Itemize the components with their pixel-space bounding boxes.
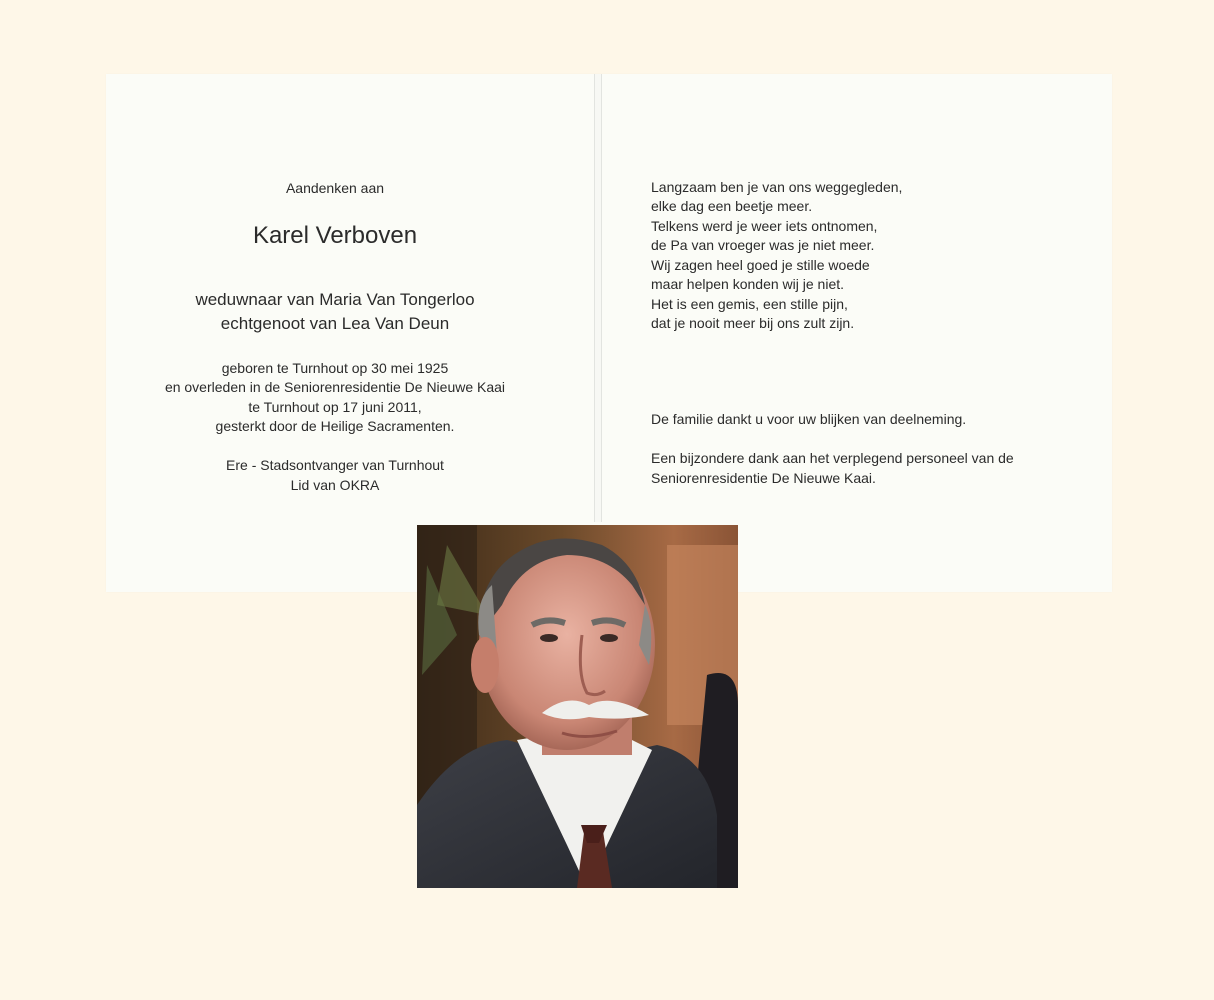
thanks-line: Een bijzondere dank aan het verplegend personeel van de <box>651 450 1014 466</box>
poem-line: dat je nooit meer bij ons zult zijn. <box>651 315 855 331</box>
portrait-photo <box>417 525 738 888</box>
poem-line: Het is een gemis, een stille pijn, <box>651 296 848 312</box>
bio-line: gesterkt door de Heilige Sacramenten. <box>215 418 455 434</box>
poem-line: de Pa van vroeger was je niet meer. <box>651 237 875 253</box>
thanks-line: Seniorenresidentie De Nieuwe Kaai. <box>651 470 876 486</box>
poem-line: Langzaam ben je van ons weggegleden, <box>651 179 903 195</box>
poem-line: Telkens werd je weer iets ontnomen, <box>651 218 878 234</box>
role-line: Lid van OKRA <box>290 477 380 493</box>
bio-line: te Turnhout op 17 juni 2011, <box>248 399 422 415</box>
bio-line: geboren te Turnhout op 30 mei 1925 <box>221 360 449 376</box>
role-line: Ere - Stadsontvanger van Turnhout <box>226 457 444 473</box>
intro-text: Aandenken aan <box>285 180 385 196</box>
memorial-card <box>106 74 1112 592</box>
bio-line: en overleden in de Seniorenresidentie De Nieuwe Kaai <box>164 379 506 395</box>
poem-line: elke dag een beetje meer. <box>651 198 813 214</box>
thanks-line: De familie dankt u voor uw blijken van deelneming. <box>651 411 967 427</box>
poem-line: Wij zagen heel goed je stille woede <box>651 257 870 273</box>
relation-line-1: weduwnaar van Maria Van Tongerloo <box>195 290 475 309</box>
poem-line: maar helpen konden wij je niet. <box>651 276 845 292</box>
card-fold <box>594 74 602 522</box>
relation-line-2: echtgenoot van Lea Van Deun <box>220 314 450 333</box>
deceased-name: Karel Verboven <box>252 222 418 249</box>
